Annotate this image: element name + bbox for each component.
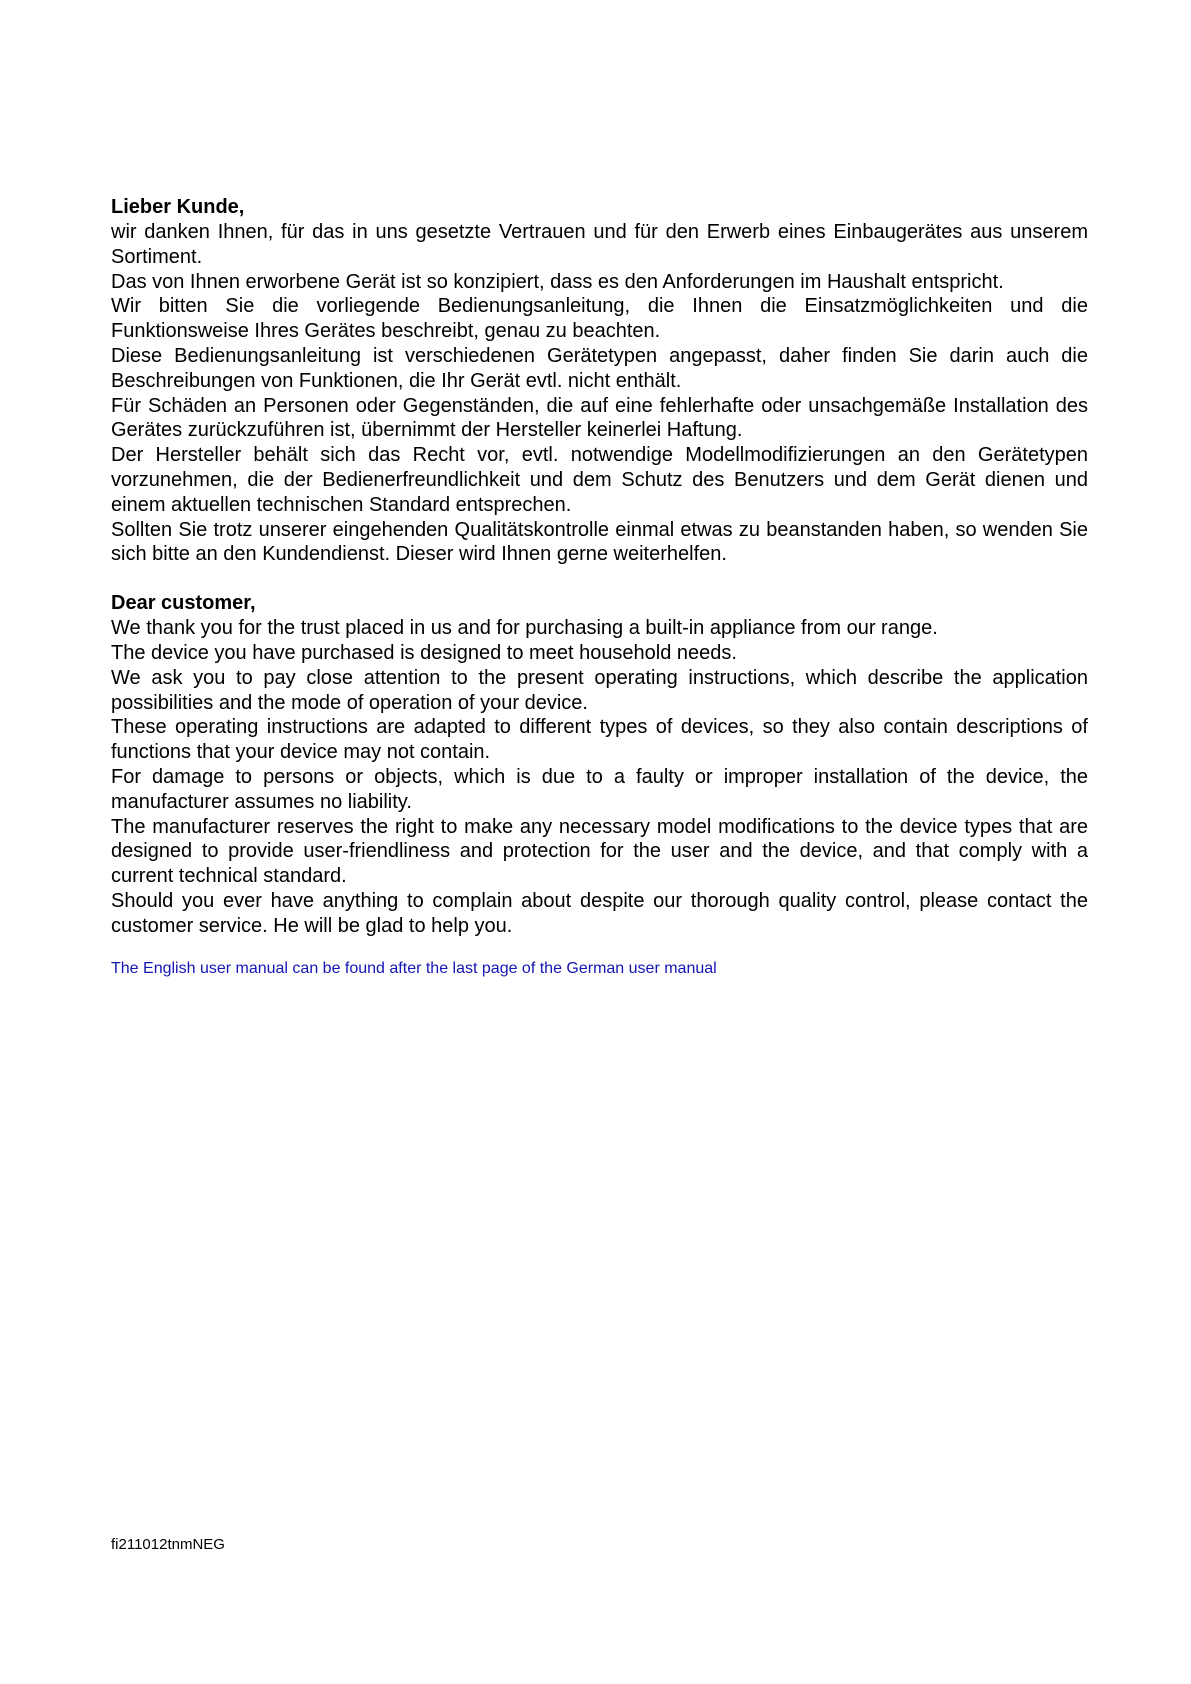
- language-note: The English user manual can be found after the last page of the German user manual: [111, 959, 717, 977]
- german-section: [111, 195, 1088, 567]
- german-paragraph: Der Hersteller behält sich das Recht vor, evtl. notwendige Modellmodifizierungen an den Gerätetypen vorzunehmen, die der Bedienerfreundlichkeit und dem Schutz des Benutzers und dem Gerät dienen und einem aktuellen technischen Standard entsprechen.: [111, 444, 1088, 516]
- english-section: [111, 591, 1088, 938]
- german-paragraph: Wir bitten Sie die vorliegende Bedienungsanleitung, die Ihnen die Einsatzmöglichkeiten und die Funktionsweise Ihres Gerätes beschreibt, genau zu beachten.: [111, 295, 1088, 343]
- german-paragraph: Diese Bedienungsanleitung ist verschiedenen Gerätetypen angepasst, daher finden Sie darin auch die Beschreibungen von Funktionen, die Ihr Gerät evtl. nicht enthält.: [111, 344, 1088, 392]
- german-paragraph: Sollten Sie trotz unserer eingehenden Qualitätskontrolle einmal etwas zu beanstanden haben, so wenden Sie sich bitte an den Kundendienst. Dieser wird Ihnen gerne weiterhelfen.: [111, 518, 1088, 566]
- english-paragraph: We thank you for the trust placed in us and for purchasing a built-in appliance from our range.: [111, 617, 938, 640]
- english-paragraph: These operating instructions are adapted to different types of devices, so they also contain descriptions of functions that your device may not contain.: [111, 716, 1088, 764]
- document-code: fi211012tnmNEG: [111, 1536, 225, 1553]
- english-paragraph: The manufacturer reserves the right to make any necessary model modifications to the device types that are designed to provide user-friendliness and protection for the user and the device, and that comply with a current technical standard.: [111, 815, 1088, 888]
- german-paragraph: wir danken Ihnen, für das in uns gesetzte Vertrauen und für den Erwerb eines Einbaugerätes aus unserem Sortiment.: [111, 221, 1088, 268]
- german-paragraph: Das von Ihnen erworbene Gerät ist so konzipiert, dass es den Anforderungen im Haushalt entspricht.: [111, 270, 1004, 293]
- english-paragraph: The device you have purchased is designed to meet household needs.: [111, 641, 737, 664]
- english-paragraph: We ask you to pay close attention to the present operating instructions, which describe the application possibilities and the mode of operation of your device.: [111, 666, 1088, 714]
- english-paragraph: Should you ever have anything to complain about despite our thorough quality control, please contact the customer service. He will be glad to help you.: [111, 889, 1088, 937]
- english-heading: Dear customer,: [111, 592, 256, 615]
- english-paragraph: For damage to persons or objects, which is due to a faulty or improper installation of the device, the manufacturer assumes no liability.: [111, 765, 1088, 813]
- document-body: [111, 195, 1088, 995]
- german-heading: Lieber Kunde,: [111, 196, 245, 218]
- german-paragraph: Für Schäden an Personen oder Gegenständen, die auf eine fehlerhafte oder unsachgemäße Installation des Gerätes zurückzuführen ist, übernimmt der Hersteller keinerlei Haftung.: [111, 394, 1088, 442]
- section-spacer: [111, 567, 1088, 591]
